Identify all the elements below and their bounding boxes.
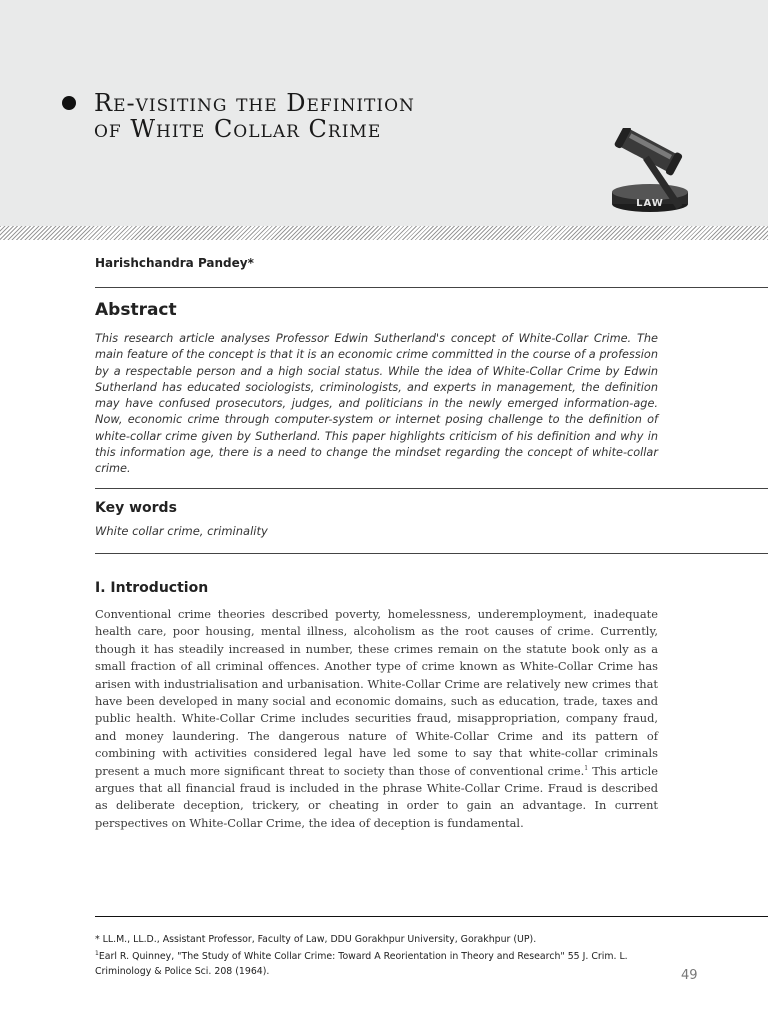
keywords-text: White collar crime, criminality <box>95 524 268 538</box>
hatched-divider <box>0 226 768 240</box>
law-label: LAW <box>636 198 664 209</box>
divider <box>95 553 768 554</box>
gavel-icon <box>600 128 740 214</box>
article-title-line2: of White Collar Crime <box>94 115 382 143</box>
title-bullet-icon <box>62 96 76 110</box>
footnote-1 <box>95 949 665 979</box>
author-name: Harishchandra Pandey* <box>95 256 254 270</box>
article-title-line1: Re-visiting the Definition <box>94 89 415 117</box>
footnote-1-text: Earl R. Quinney, "The Study of White Collar Crime: Toward A Reorientation in Theory and Research" 55 J. Crim. L. Criminology & Police Sci. 208 (1964). <box>95 951 628 977</box>
footnote-ref-1[interactable]: 1 <box>584 764 589 772</box>
footnote-1-marker: 1 <box>95 949 99 957</box>
divider <box>95 287 768 288</box>
keywords-heading: Key words <box>95 500 177 516</box>
abstract-text: This research article analyses Professor Edwin Sutherland's concept of White-Collar Crime. The main feature of the concept is that it is an economic crime committed in the course of a profession by a respectable person and a high social status. While the idea of White-Collar Crime by Edwin Sutherland has educated sociologists, criminologists, and experts in management, the definition may have confused prosecutors, judges, and politicians in the newly emerged information-age. Now, economic crime through computer-system or internet posing challenge to the definition of white-collar crime given by Sutherland. This paper highlights criticism of his definition and why in this information age, there is a need to change the mindset regarding the concept of white-collar crime. <box>95 332 658 476</box>
article-title <box>94 90 574 142</box>
divider <box>95 488 768 489</box>
introduction-heading: I. Introduction <box>95 580 209 596</box>
footnote-author: * LL.M., LL.D., Assistant Professor, Faculty of Law, DDU Gorakhpur University, Gorakhpur (UP). <box>95 934 537 945</box>
introduction-text-part1: Conventional crime theories described poverty, homelessness, underemployment, inadequate health care, poor housing, mental illness, alcoholism as the root causes of crime. Currently, though it has steadily increased in number, these crimes remain on the statute book only as a small fraction of all criminal offences. Another type of crime known as White-Collar Crime has arisen with industrialisation and urbanisation. White-Collar Crime are relatively new crimes that have been developed in many social and economic domains, such as education, trade, taxes and public health. White-Collar Crime includes securities fraud, misappropriation, company fraud, and money laundering. The dangerous nature of White-Collar Crime and its pattern of combining with activities considered legal have led some to say that white-collar criminals present a much more significant threat to society than those of conventional crime. <box>95 607 658 778</box>
abstract-heading: Abstract <box>95 300 177 320</box>
page-number: 49 <box>681 968 698 983</box>
footnote-divider <box>95 916 768 917</box>
introduction-text-part2: This article argues that all financial fraud is included in the phrase White-Collar Crime. Fraud is described as deliberate deception, trickery, or cheating in order to gain an advantage. In current perspectives on White-Collar Crime, the idea of deception is fundamental. <box>95 763 658 830</box>
introduction-text <box>95 606 658 832</box>
